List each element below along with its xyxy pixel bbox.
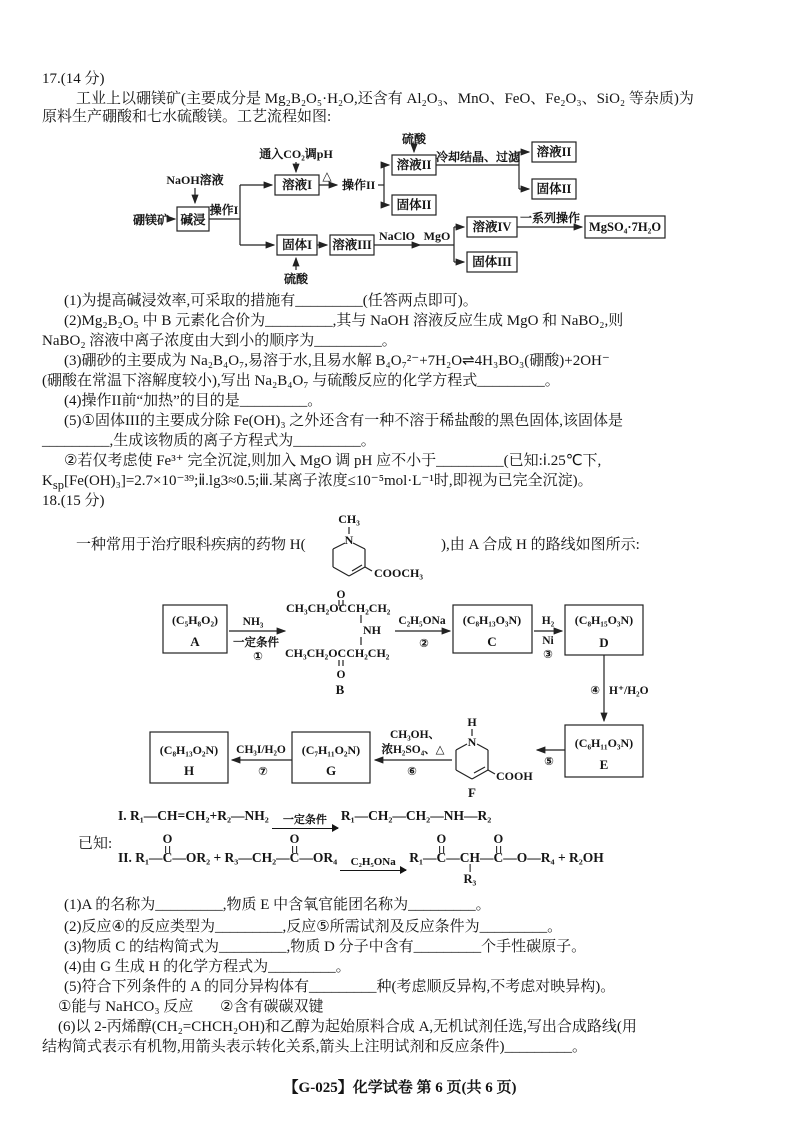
ch-group: CH bbox=[459, 850, 481, 865]
drug-ring-nitrogen: N bbox=[344, 533, 354, 547]
carbonyl-oxygen: O bbox=[436, 832, 447, 846]
q17-line7: (5)①固体III的主要成分除 Fe(OH)₃ 之外还含有一种不溶于稀盐酸的黑色固体,该固体是 bbox=[64, 413, 624, 429]
cmpd-f-cooh: COOH bbox=[496, 769, 533, 783]
q18-condition1: ①能与 NaHCO₃ 反应 bbox=[58, 999, 194, 1015]
route-step6-reagent2: 浓H₂SO₄、△ bbox=[381, 744, 445, 756]
flow-solid2b-label: 固体II bbox=[536, 182, 572, 196]
flow-sol4-label: 溶液IV bbox=[472, 220, 512, 234]
q18-number: 18.(15 分) bbox=[42, 493, 105, 509]
route-d-formula: (C₈H₁₅O₃N) bbox=[574, 613, 634, 627]
flow-sol2b-label: 溶液II bbox=[536, 145, 572, 159]
ksp-sub: sp bbox=[52, 478, 64, 492]
known2-seg1: II. R₁— bbox=[118, 850, 163, 865]
cmpd-b-oxygen-top: O bbox=[336, 589, 346, 601]
route-step7-number: ⑦ bbox=[258, 766, 268, 778]
route-a-letter: A bbox=[190, 634, 200, 649]
route-step4-reagent: H⁺/H₂O bbox=[609, 685, 649, 697]
known2-condition: C₂H₅ONa bbox=[350, 856, 396, 868]
route-e-formula: (C₆H₁₁O₃N) bbox=[574, 736, 634, 750]
flow-solid2-label: 固体II bbox=[396, 198, 432, 212]
q17-line10 bbox=[42, 472, 593, 495]
r3-substituent: R₃ bbox=[463, 872, 477, 886]
route-h-formula: (C₈H₁₃O₂N) bbox=[159, 743, 219, 757]
cmpd-b-chain1: CH₃CH₂OCCH₂CH₂ bbox=[286, 601, 391, 615]
double-bond bbox=[292, 846, 297, 853]
q17-number: 17.(14 分) bbox=[42, 71, 105, 87]
known2-carbonyl-2 bbox=[289, 832, 300, 866]
process-flowchart bbox=[125, 128, 800, 290]
known-reaction-2 bbox=[118, 832, 604, 886]
route-step4-number: ④ bbox=[590, 685, 600, 697]
flow-acid-bottom-label: 硫酸 bbox=[283, 272, 309, 286]
flow-co2-label: 通入CO₂调pH bbox=[259, 147, 333, 161]
flow-delta-label: △ bbox=[322, 169, 332, 183]
carbonyl-oxygen: O bbox=[289, 832, 300, 846]
route-step6-reagent1: CH₃OH、 bbox=[389, 729, 441, 741]
q18-line8: 结构简式表示有机物,用箭头表示转化关系,箭头上注明试剂和反应条件)_________。 bbox=[42, 1039, 587, 1055]
q17-line8: _________,生成该物质的离子方程式为_________。 bbox=[42, 433, 376, 449]
page-footer: 【G-025】化学试卷 第 6 页(共 6 页) bbox=[283, 1080, 517, 1096]
cmpd-b-letter: B bbox=[335, 682, 345, 697]
route-step7-reagent: CH₃I/H₂O bbox=[236, 744, 286, 756]
q17-intro-line2: 原料生产硼酸和七水硫酸镁。工艺流程如图: bbox=[42, 109, 332, 125]
known2-seg5: — bbox=[446, 850, 460, 865]
flow-naoh-label: NaOH溶液 bbox=[166, 173, 224, 187]
carbonyl-carbon: C bbox=[289, 850, 300, 865]
q18-line2: (2)反应④的反应类型为_________,反应⑤所需试剂及反应条件为_________。 bbox=[64, 919, 563, 935]
flow-raw-material: 硼镁矿 bbox=[133, 213, 170, 227]
synthesis-route bbox=[140, 588, 760, 806]
drug-n-methyl: CH₃ bbox=[338, 512, 360, 526]
flow-naclo-label: NaClO bbox=[379, 229, 415, 243]
known2-seg4: R₁— bbox=[409, 850, 437, 865]
known2-seg7: —O—R₄ + R₂OH bbox=[503, 850, 604, 865]
flow-solid1-label: 固体I bbox=[282, 238, 312, 252]
flow-series-label: 一系列操作 bbox=[519, 211, 581, 225]
route-step3-reagent: H₂ bbox=[541, 615, 555, 627]
route-step5-number: ⑤ bbox=[544, 756, 554, 768]
flow-sol1-label: 溶液I bbox=[282, 178, 312, 192]
q18-line1: (1)A 的名称为_________,物质 E 中含氧官能团名称为_________。 bbox=[64, 897, 491, 913]
carbonyl-oxygen: O bbox=[493, 832, 504, 846]
cmpd-b-oxygen-bottom: O bbox=[336, 669, 346, 681]
known2-carbonyl-1 bbox=[162, 832, 173, 866]
known2-seg2: —OR₂ + R₃—CH₂— bbox=[172, 850, 290, 865]
carbonyl-carbon: C bbox=[493, 850, 504, 865]
route-step1-reagent: NH₃ bbox=[242, 616, 264, 628]
flow-acid-top-label: 硫酸 bbox=[401, 132, 427, 146]
cmpd-f-letter: F bbox=[468, 785, 476, 800]
cmpd-b-chain2: CH₃CH₂OCCH₂CH₂ bbox=[285, 646, 390, 660]
flow-cool-label: 冷却结晶、过滤 bbox=[435, 150, 521, 164]
q17-line3: NaBO₂ 溶液中离子浓度由大到小的顺序为_________。 bbox=[42, 333, 397, 349]
route-e-letter: E bbox=[599, 757, 609, 772]
flow-mgo-label: MgO bbox=[423, 229, 451, 243]
q17-line2: (2)Mg₂B₂O₅ 中 B 元素化合价为_________,其与 NaOH 溶液反应生成 MgO 和 NaBO₂,则 bbox=[64, 313, 624, 329]
flow-leach-label: 碱浸 bbox=[180, 213, 206, 227]
ksp-rest: [Fe(OH)₃]=2.7×10⁻³⁹;ⅱ.lg3≈0.5;ⅲ.某离子浓度≤10⁻⁵mol·L⁻¹时,即视为已完全沉淀)。 bbox=[63, 473, 593, 489]
route-step1-number: ① bbox=[253, 651, 263, 663]
drug-structure bbox=[320, 503, 450, 585]
known2-carbonyl-4 bbox=[493, 832, 504, 866]
flow-product-label: MgSO₄·7H₂O bbox=[588, 220, 662, 234]
route-d-letter: D bbox=[599, 635, 609, 650]
q17-line4: (3)硼砂的主要成为 Na₂B₄O₇,易溶于水,且易水解 B₄O₇²⁻+7H₂O⇌4H₃BO₃(硼酸)+2OH⁻ bbox=[64, 353, 610, 369]
route-step3-number: ③ bbox=[543, 649, 553, 661]
known2-carbonyl-3 bbox=[436, 832, 447, 866]
flow-sol2-label: 溶液II bbox=[396, 158, 432, 172]
route-h-letter: H bbox=[183, 763, 195, 778]
route-step6-number: ⑥ bbox=[407, 766, 417, 778]
carbonyl-carbon: C bbox=[436, 850, 447, 865]
q18-line3: (3)物质 C 的结构简式为_________,物质 D 分子中含有_________个手性碳原子。 bbox=[64, 939, 587, 955]
q18-condition2: ②含有碳碳双键 bbox=[220, 999, 324, 1015]
route-g-formula: (C₇H₁₁O₂N) bbox=[301, 743, 361, 757]
known2-ch-center bbox=[459, 850, 481, 886]
q18-line5: (5)符合下列条件的 A 的同分异构体有_________种(考虑顺反异构,不考虑对映异构)。 bbox=[64, 979, 616, 995]
route-c-letter: C bbox=[487, 634, 497, 649]
q17-line5: (硼酸在常温下溶解度较小),写出 Na₂B₄O₇ 与硫酸反应的化学方程式_________。 bbox=[42, 373, 560, 389]
q18-line4: (4)由 G 生成 H 的化学方程式为_________。 bbox=[64, 959, 351, 975]
double-bond bbox=[439, 846, 444, 853]
route-step1-condition: 一定条件 bbox=[233, 637, 279, 649]
known-reaction-1 bbox=[118, 808, 491, 829]
known1-condition: 一定条件 bbox=[282, 814, 327, 826]
q17-line6: (4)操作II前“加热”的目的是_________。 bbox=[64, 393, 323, 409]
drug-ester-group: COOCH₃ bbox=[374, 566, 423, 580]
known1-product: R₁—CH₂—CH₂—NH—R₂ bbox=[340, 808, 492, 823]
route-a-formula: (C₅H₈O₂) bbox=[171, 613, 219, 627]
q17-line9: ②若仅考虑使 Fe³⁺ 完全沉淀,则加入 MgO 调 pH 应不小于_________(已知:ⅰ.25℃下, bbox=[64, 453, 602, 469]
double-bond bbox=[165, 846, 170, 853]
flow-sol3-label: 溶液III bbox=[332, 238, 372, 252]
q18-intro-post: ),由 A 合成 H 的路线如图所示: bbox=[441, 537, 640, 553]
known-label: 已知: bbox=[78, 836, 113, 852]
single-bond bbox=[469, 864, 470, 872]
route-step2-reagent: C₂H₅ONa bbox=[398, 615, 446, 627]
ksp-k: K bbox=[42, 473, 53, 489]
route-c-formula: (C₈H₁₃O₃N) bbox=[462, 613, 522, 627]
known2-seg6: — bbox=[480, 850, 494, 865]
known2-seg3: —OR₄ bbox=[299, 850, 338, 865]
known1-arrow bbox=[272, 814, 338, 829]
double-bond bbox=[496, 846, 501, 853]
cmpd-b-nh: NH bbox=[363, 623, 381, 637]
known2-arrow bbox=[340, 856, 406, 871]
flow-op2-label: 操作II bbox=[342, 178, 376, 192]
flow-op1-label: 操作I bbox=[209, 203, 239, 217]
carbonyl-carbon: C bbox=[162, 850, 173, 865]
q18-intro-pre: 一种常用于治疗眼科疾病的药物 H( bbox=[76, 537, 306, 553]
q17-intro-line1: 工业上以硼镁矿(主要成分是 Mg₂B₂O₅·H₂O,还含有 Al₂O₃、MnO、FeO、Fe₂O₃、SiO₂ 等杂质)为 bbox=[76, 91, 694, 107]
q18-line7: (6)以 2-丙烯醇(CH₂=CHCH₂OH)和乙醇为起始原料合成 A,无机试剂任选,写出合成路线(用 bbox=[58, 1019, 637, 1035]
route-g-letter: G bbox=[325, 763, 337, 778]
carbonyl-oxygen: O bbox=[162, 832, 173, 846]
cmpd-f-nh-hydrogen: H bbox=[467, 715, 477, 729]
flow-solid3-label: 固体III bbox=[472, 255, 512, 269]
route-step2-number: ② bbox=[419, 638, 429, 650]
cmpd-f-nitrogen: N bbox=[467, 735, 477, 749]
route-step3-catalyst: Ni bbox=[542, 635, 554, 647]
q17-line1: (1)为提高碱浸效率,可采取的措施有_________(任答两点即可)。 bbox=[64, 293, 478, 309]
known1-reactants: I. R₁—CH=CH₂+R₂—NH₂ bbox=[118, 808, 269, 823]
